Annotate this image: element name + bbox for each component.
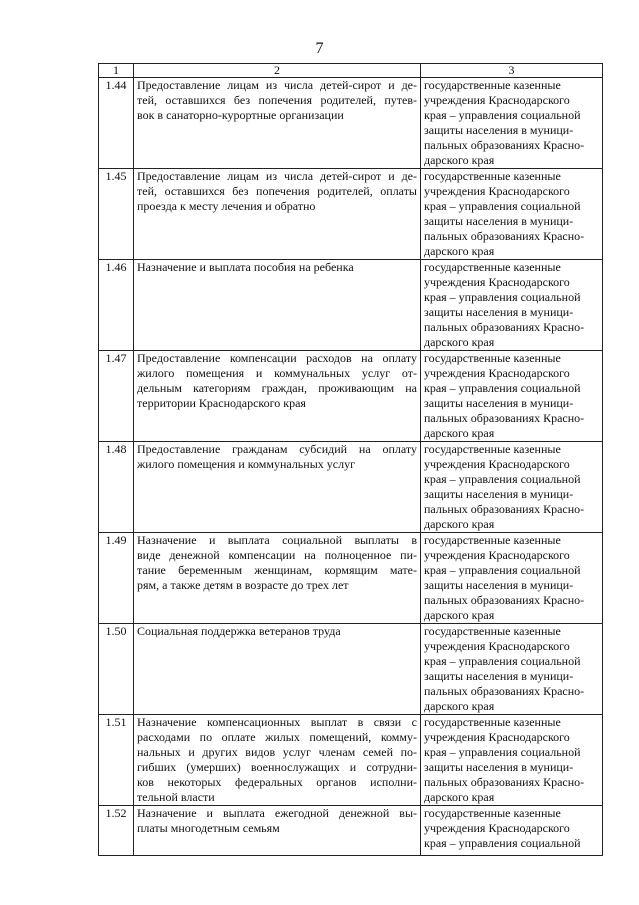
- service-name-line: Предоставление лицам из числа детей-сирот и де-: [137, 78, 417, 92]
- organization-line: учреждения Краснодарского: [424, 184, 570, 198]
- responsible-organization-cell: [421, 806, 603, 856]
- table-row: [99, 169, 603, 260]
- table-row: [99, 78, 603, 169]
- service-name-line: жилого помещения и коммунальных услуг от-: [137, 366, 417, 380]
- row-number: 1.45: [99, 169, 134, 260]
- service-name-cell: [134, 442, 421, 533]
- service-name-cell: [134, 533, 421, 624]
- service-name-cell: [134, 169, 421, 260]
- table-row: [99, 351, 603, 442]
- table-row: [99, 806, 603, 856]
- responsible-organization-cell: [421, 78, 603, 169]
- service-name-line: гибших (умерших) военнослужащих и сотрудни-: [137, 760, 417, 774]
- organization-line: учреждения Краснодарского: [424, 366, 570, 380]
- organization-line: края – управления социальной: [424, 199, 581, 213]
- service-name-line: дельным категориям граждан, проживающим на: [137, 381, 417, 395]
- service-name-line: платы многодетным семьям: [137, 821, 280, 835]
- organization-line: защиты населения в муници-: [424, 487, 574, 501]
- organization-line: государственные казенные: [424, 442, 561, 456]
- organization-line: дарского края: [424, 244, 495, 258]
- organization-line: края – управления социальной: [424, 836, 581, 850]
- service-name-line: Предоставление лицам из числа детей-сирот и де-: [137, 169, 417, 183]
- organization-line: государственные казенные: [424, 78, 561, 92]
- organization-line: дарского края: [424, 153, 495, 167]
- table-row: [99, 442, 603, 533]
- organization-line: защиты населения в муници-: [424, 123, 574, 137]
- service-name-cell: [134, 806, 421, 856]
- service-name-cell: [134, 351, 421, 442]
- organization-line: дарского края: [424, 608, 495, 622]
- service-name-line: ков некоторых федеральных органов исполни-: [137, 775, 417, 789]
- organization-line: дарского края: [424, 517, 495, 531]
- organization-line: края – управления социальной: [424, 745, 581, 759]
- responsible-organization-cell: [421, 533, 603, 624]
- service-name-line: расходами по оплате жилых помещений, комму-: [137, 730, 417, 744]
- responsible-organization-cell: [421, 351, 603, 442]
- responsible-organization-cell: [421, 715, 603, 806]
- service-name-line: тание беременным женщинам, кормящим мате-: [137, 563, 417, 577]
- organization-line: государственные казенные: [424, 169, 561, 183]
- service-name-line: вок в санаторно-курортные организации: [137, 108, 344, 122]
- organization-line: учреждения Краснодарского: [424, 457, 570, 471]
- responsible-organization-cell: [421, 169, 603, 260]
- organization-line: пальных образованиях Красно-: [424, 593, 585, 607]
- service-name-line: виде денежной компенсации на полноценное пи-: [137, 548, 417, 562]
- service-name-line: нальных и других видов услуг членам семей по-: [137, 745, 417, 759]
- organization-line: дарского края: [424, 699, 495, 713]
- service-name-line: Социальная поддержка ветеранов труда: [137, 624, 341, 638]
- responsible-organization-cell: [421, 624, 603, 715]
- service-name-line: Назначение и выплата социальной выплаты в: [137, 533, 417, 547]
- organization-line: государственные казенные: [424, 624, 561, 638]
- service-name-line: тельной власти: [137, 790, 215, 804]
- row-number: 1.46: [99, 260, 134, 351]
- service-name-line: тей, оставшихся без попечения родителей, оплаты: [137, 184, 417, 198]
- organization-line: края – управления социальной: [424, 472, 581, 486]
- row-number: 1.52: [99, 806, 134, 856]
- service-name-line: проезда к месту лечения и обратно: [137, 199, 316, 213]
- row-number: 1.50: [99, 624, 134, 715]
- service-name-line: Предоставление компенсации расходов на оплату: [137, 351, 417, 365]
- organization-line: дарского края: [424, 790, 495, 804]
- organization-line: защиты населения в муници-: [424, 396, 574, 410]
- organization-line: пальных образованиях Красно-: [424, 411, 585, 425]
- organization-line: дарского края: [424, 426, 495, 440]
- organization-line: пальных образованиях Красно-: [424, 229, 585, 243]
- row-number: 1.44: [99, 78, 134, 169]
- organization-line: государственные казенные: [424, 351, 561, 365]
- service-name-cell: [134, 78, 421, 169]
- responsible-organization-cell: [421, 260, 603, 351]
- service-name-line: Назначение и выплата пособия на ребенка: [137, 260, 354, 274]
- table-row: [99, 715, 603, 806]
- table-row: [99, 260, 603, 351]
- organization-line: учреждения Краснодарского: [424, 93, 570, 107]
- service-name-line: Предоставление гражданам субсидий на оплату: [137, 442, 417, 456]
- column-header-2: 2: [134, 64, 421, 78]
- organization-line: учреждения Краснодарского: [424, 548, 570, 562]
- organization-line: защиты населения в муници-: [424, 669, 574, 683]
- organization-line: края – управления социальной: [424, 290, 581, 304]
- organization-line: учреждения Краснодарского: [424, 275, 570, 289]
- organization-line: государственные казенные: [424, 715, 561, 729]
- service-name-line: территории Краснодарского края: [137, 396, 306, 410]
- organization-line: дарского края: [424, 335, 495, 349]
- service-name-line: Назначение и выплата ежегодной денежной вы-: [137, 806, 417, 820]
- organization-line: пальных образованиях Красно-: [424, 138, 585, 152]
- organization-line: защиты населения в муници-: [424, 578, 574, 592]
- organization-line: края – управления социальной: [424, 108, 581, 122]
- service-name-line: Назначение компенсационных выплат в связи с: [137, 715, 417, 729]
- column-header-1: 1: [99, 64, 134, 78]
- organization-line: пальных образованиях Красно-: [424, 320, 585, 334]
- organization-line: пальных образованиях Красно-: [424, 775, 585, 789]
- service-name-line: тей, оставшихся без попечения родителей, путев-: [137, 93, 417, 107]
- organization-line: государственные казенные: [424, 260, 561, 274]
- table-header-row: [99, 64, 603, 78]
- organization-line: края – управления социальной: [424, 654, 581, 668]
- organization-line: защиты населения в муници-: [424, 760, 574, 774]
- service-name-line: жилого помещения и коммунальных услуг: [137, 457, 356, 471]
- row-number: 1.49: [99, 533, 134, 624]
- responsible-organization-cell: [421, 442, 603, 533]
- organization-line: государственные казенные: [424, 533, 561, 547]
- table-row: [99, 624, 603, 715]
- services-table: [98, 63, 603, 856]
- table-row: [99, 533, 603, 624]
- organization-line: края – управления социальной: [424, 381, 581, 395]
- row-number: 1.51: [99, 715, 134, 806]
- row-number: 1.47: [99, 351, 134, 442]
- organization-line: защиты населения в муници-: [424, 305, 574, 319]
- organization-line: учреждения Краснодарского: [424, 639, 570, 653]
- service-name-cell: [134, 260, 421, 351]
- organization-line: пальных образованиях Красно-: [424, 502, 585, 516]
- organization-line: пальных образованиях Красно-: [424, 684, 585, 698]
- organization-line: государственные казенные: [424, 806, 561, 820]
- row-number: 1.48: [99, 442, 134, 533]
- organization-line: учреждения Краснодарского: [424, 821, 570, 835]
- column-header-3: 3: [421, 64, 603, 78]
- service-name-cell: [134, 624, 421, 715]
- service-name-cell: [134, 715, 421, 806]
- page-number: 7: [315, 40, 324, 57]
- service-name-line: рям, а также детям в возрасте до трех лет: [137, 578, 349, 592]
- organization-line: края – управления социальной: [424, 563, 581, 577]
- organization-line: защиты населения в муници-: [424, 214, 574, 228]
- organization-line: учреждения Краснодарского: [424, 730, 570, 744]
